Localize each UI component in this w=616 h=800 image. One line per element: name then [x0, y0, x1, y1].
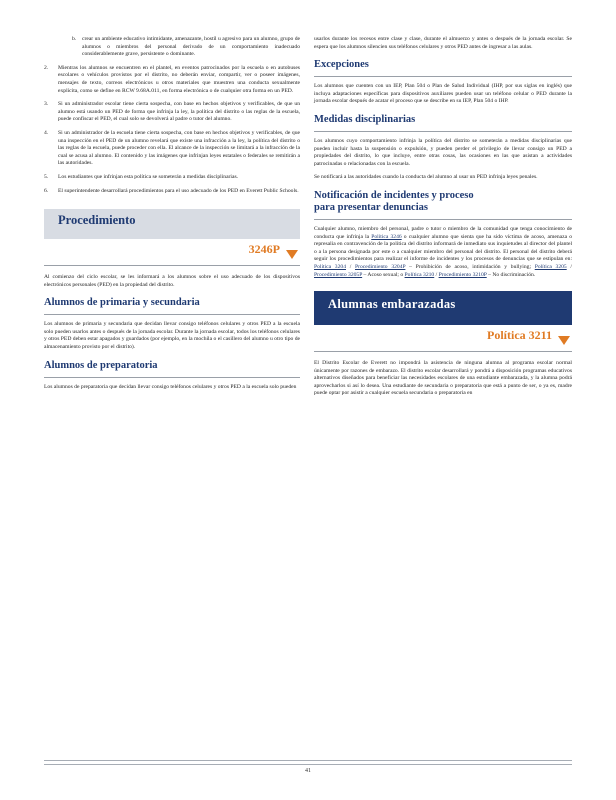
list-item-number: 4. — [44, 129, 49, 136]
left-column — [44, 36, 300, 397]
notif-text-c: – Prohibición de acoso, intimidación y bullying; — [405, 263, 535, 270]
policy-label: 3246P — [248, 242, 280, 257]
paragraph-continued: usarlos durante los recesos entre clase y clase, durante el almuerzo y antes o después de la jornada escolar. Se espera que los alumnos silencien sus teléfonos celulares y otros PED antes de ingresar a las aulas. — [314, 36, 572, 50]
divider — [314, 219, 572, 220]
notif-text-e: – No discriminación. — [486, 271, 536, 278]
list-item-number: 5. — [44, 173, 49, 180]
footer-rules — [44, 760, 572, 768]
section-banner-procedimiento — [44, 209, 300, 239]
notif-text-b: o cualquier alumno que sienta que ha sido víctima de acoso, amenaza o represalia en contravención de la política del distrito informará de inmediato sus inquietudes al director del plantel o a la persona designada por este o a cualquier miembro del personal del distrito. El personal del distrito deberá seguir los procedimientos para realizar el informe de incidentes y los procesos de denuncias que se estipulan en: — [314, 233, 572, 263]
divider — [44, 377, 300, 378]
separator: / — [346, 263, 355, 270]
paragraph-autoridades: Se notificará a las autoridades cuando la conducta del alumno al usar un PED infrinja leyes penales. — [314, 174, 538, 181]
list-item-text: El superintendente desarrollará procedimientos para el uso adecuado de los PED en Everett Public Schools. — [58, 187, 299, 194]
divider — [314, 131, 572, 132]
separator: / — [434, 271, 439, 278]
footer-rule — [44, 764, 572, 765]
heading-primaria: Alumnos de primaria y secundaria — [44, 297, 200, 309]
section-banner-embarazadas — [314, 291, 572, 325]
heading-notificacion — [314, 190, 572, 214]
list-item-text: Si un administrador de la escuela tiene cierta sospecha, con base en hechos objetivos y verificables, de que una inspección en el PED de un alumno revelará que existe una infracción a la ley, la política del distrito o las reglas de la escuela, puede proceder con ella. El alcance de la inspección se limitará a la infracción de la cual se acusa al alumno. El contenido y las imágenes que infrinjan leyes estatales o federales se remitirán a las autoridades. — [58, 129, 300, 167]
paragraph-medidas: Los alumnos cuyo comportamiento infrinja la política del distrito se someterán a medidas disciplinarias que pueden incluir hasta la suspensión o expulsión, y pueden perder el privilegio de llevar consigo un PED a propiedades del distrito, lo que incluye, entre otras cosas, las ocasiones en las que asistan a actividades patrocinadas o relacionadas con la escuela. — [314, 137, 572, 167]
list-item — [44, 174, 300, 182]
heading-medidas: Medidas disciplinarias — [314, 113, 416, 125]
section-banner-title: Alumnas embarazadas — [328, 297, 456, 312]
policy-header — [314, 325, 572, 352]
list-item-text: crear un ambiente educativo intimidante, amenazante, hostil u agresivo para un alumno, grupo de alumnos o miembros del personal derivado de un comportamiento inadecuado considerablemente grave, persistente o dominante. — [82, 36, 300, 58]
paragraph-notificacion — [314, 226, 572, 279]
heading-notificacion-line2: para presentar denuncias — [314, 201, 428, 213]
policy-header — [44, 239, 300, 266]
policy-label: Política 3211 — [487, 328, 552, 343]
link-policy-3246[interactable]: Política 3246 — [371, 233, 402, 240]
right-column — [314, 36, 572, 404]
divider — [314, 76, 572, 77]
link-procedure-3204p[interactable]: Procedimiento 3204P — [354, 263, 406, 270]
notif-text-a: Cualquier alumno, miembro del personal, padre o tutor o miembro de la comunidad que tenga conocimiento de conducta que infrinja la — [314, 225, 572, 240]
list-item-number: 6. — [44, 187, 49, 194]
triangle-down-icon — [558, 336, 570, 345]
paragraph-embarazadas: El Distrito Escolar de Everett no impondrá la asistencia de ninguna alumna al programa escolar normal únicamente por razones de embarazo. El distrito escolar desarrollará y pondrá a disposición programas educativos alternativos diseñados para beneficiar las necesidades escolares de una estudiante embarazada, y la alumna podrá aprovecharlos si así lo desea. Una estudiante de secundaria o preparatoria que está a punto de ser, o ya es, madre puede optar por asistir a cualquier escuela secundaria o preparatoria en — [314, 360, 572, 397]
divider — [44, 314, 300, 315]
list-item — [44, 101, 300, 124]
link-policy-3204[interactable]: Política 3204 — [314, 263, 346, 270]
list-item — [44, 65, 300, 95]
paragraph-primaria: Los alumnos de primaria y secundaria que decidan llevar consigo teléfonos celulares y otros PED a la escuela solo pueden usarlos antes o después de la jornada escolar. Durante la jornada escolar, todos los teléfonos celulares y otros PED deben estar apagados y guardados (por ejemplo, en la mochila o el casillero del alumno u otro tipo de almacenamiento provisto por el distrito). — [44, 321, 300, 351]
list-item-number: 3. — [44, 101, 49, 108]
section-banner-title: Procedimiento — [58, 213, 136, 228]
separator: / — [566, 263, 572, 270]
list-item-marker: b. — [72, 36, 77, 42]
heading-preparatoria: Alumnos de preparatoria — [44, 359, 158, 371]
list-item-number: 2. — [44, 64, 49, 71]
notif-text-d: – Acoso sexual; o — [362, 271, 405, 278]
list-item-text: Los estudiantes que infrinjan esta política se someterán a medidas disciplinarias. — [58, 173, 239, 180]
link-policy-3205[interactable]: Política 3205 — [534, 263, 567, 270]
heading-excepciones: Excepciones — [314, 59, 369, 71]
triangle-down-icon — [286, 250, 298, 259]
link-procedure-3205p[interactable]: Procedimiento 3205P — [314, 271, 363, 278]
list-item-b — [72, 36, 300, 59]
list-item-text: Si un administrador escolar tiene cierta sospecha, con base en hechos objetivos y verificables, de que un alumno está usando un PED de forma que infrinja la ley, la política del distrito o las reglas de la escuela, puede confiscar el PED, el cual solo se devolverá al padre o tutor del alumno. — [58, 101, 300, 123]
paragraph-preparatoria: Los alumnos de preparatoria que decidan llevar consigo teléfonos celulares y otros PED a la escuela solo pueden — [44, 383, 297, 390]
list-item-text: Mientras los alumnos se encuentren en el plantel, en eventos patrocinados por la escuela o en autobuses escolares o vehículos provistos por el distrito, no deberán enviar, compartir, ver o poseer imágenes, mensajes de texto, correos electrónicos u otros materiales que muestren una conducta sexualmente explícita, como se define en RCW 9.68A.011, en forma electrónica o de cualquier otra forma en un PED. — [58, 64, 300, 94]
footer-rule — [44, 760, 572, 761]
list-item — [44, 188, 300, 196]
procedure-intro: Al comienzo del ciclo escolar, se les informará a los alumnos sobre el uso adecuado de los dispositivos electrónicos personales (PED) en la propiedad del distrito. — [44, 274, 300, 288]
list-item — [44, 130, 300, 168]
heading-notificacion-line1: Notificación de incidentes y proceso — [314, 189, 474, 201]
paragraph-excepciones: Los alumnos que cuenten con un IEP, Plan 504 o Plan de Salud Individual (IHP, por sus siglas en inglés) que incluya adaptaciones específicas para dispositivos auxiliares pueden usar un teléfono celular o PED durante la jornada escolar después de acatar el proceso que se describe en su IEP, Plan 504 o IHP. — [314, 83, 572, 105]
link-procedure-3210p[interactable]: Procedimiento 3210P — [438, 271, 487, 278]
page-number: 41 — [305, 768, 311, 774]
link-policy-3210[interactable]: Política 3210 — [404, 271, 435, 278]
